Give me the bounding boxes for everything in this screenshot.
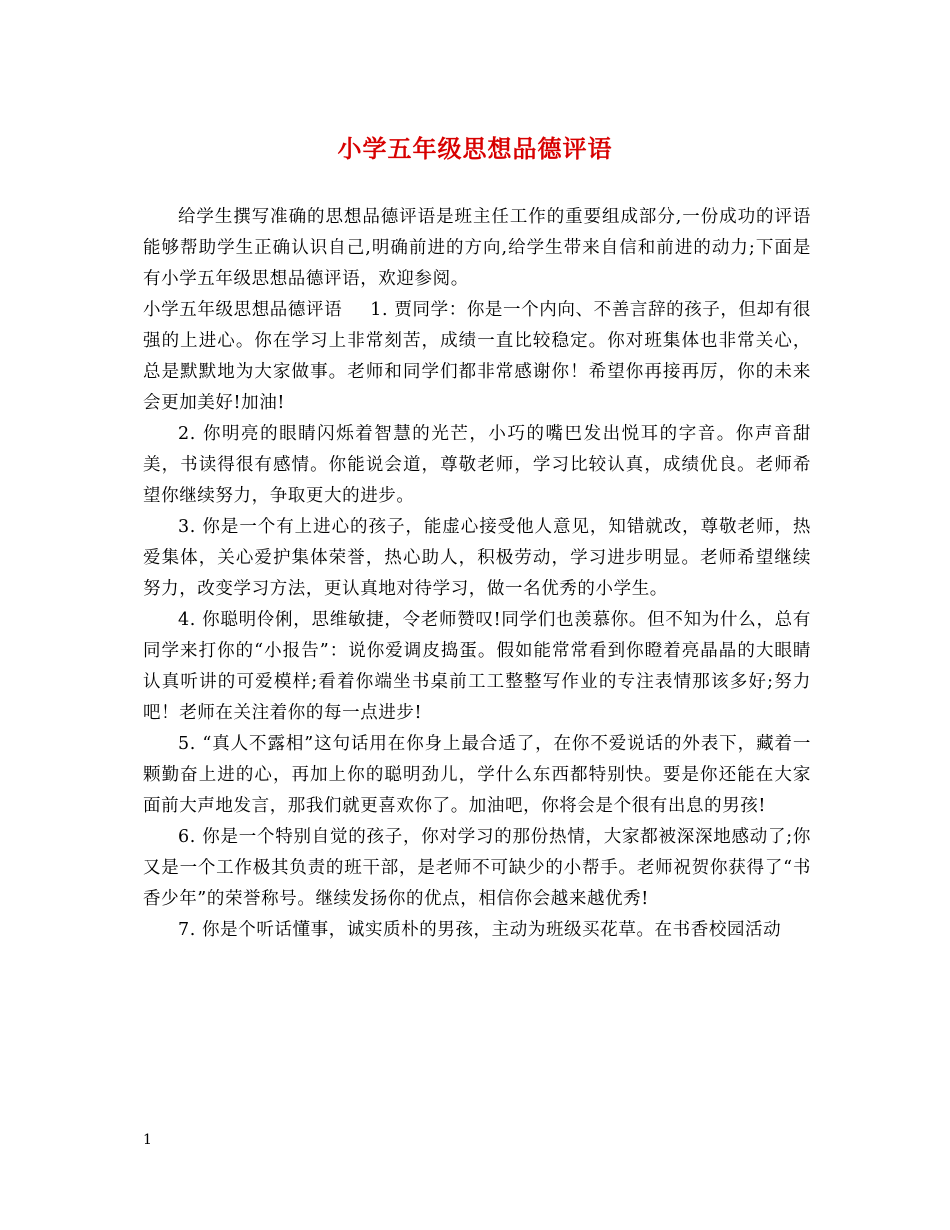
evaluation-item-5: 5. “真人不露相”这句话用在你身上最合适了，在你不爱说话的外表下，藏着一颗勤奋上进的心，再加上你的聪明劲儿，学什么东西都特别快。要是你还能在大家面前大声地发言，那我们就更喜欢你了。加油吧，你将会是个很有出息的男孩! xyxy=(143,734,811,816)
evaluation-item-2: 2. 你明亮的眼睛闪烁着智慧的光芒，小巧的嘴巴发出悦耳的字音。你声音甜美，书读得很有感情。你能说会道，尊敬老师，学习比较认真，成绩优良。老师希望你继续努力，争取更大的进步。 xyxy=(143,424,811,506)
section-label: 小学五年级思想品德评语 xyxy=(143,300,343,320)
evaluation-item-7: 7. 你是个听话懂事，诚实质朴的男孩，主动为班级买花草。在书香校园活动 xyxy=(178,920,782,940)
document-body xyxy=(143,202,811,946)
page-number: 1 xyxy=(143,1132,152,1148)
document-title: 小学五年级思想品德评语 xyxy=(337,134,613,163)
evaluation-item-1: 1. 贾同学：你是一个内向、不善言辞的孩子，但却有很强的上进心。你在学习上非常刻苦，成绩一直比较稳定。你对班集体也非常关心，总是默默地为大家做事。老师和同学们都非常感谢你！希望你再接再厉，你的未来会更加美好!加油! xyxy=(143,300,811,413)
evaluation-item-4: 4. 你聪明伶俐，思维敏捷，令老师赞叹!同学们也羡慕你。但不知为什么，总有同学来打你的“小报告”：说你爱调皮捣蛋。假如能常常看到你瞪着亮晶晶的大眼睛认真听讲的可爱模样;看着你端坐书桌前工工整整写作业的专注表情那该多好;努力吧！老师在关注着你的每一点进步! xyxy=(143,610,811,723)
evaluation-item-3: 3. 你是一个有上进心的孩子，能虚心接受他人意见，知错就改，尊敬老师，热爱集体，关心爱护集体荣誉，热心助人，积极劳动，学习进步明显。老师希望继续努力，改变学习方法，更认真地对待学习，做一名优秀的小学生。 xyxy=(143,517,811,599)
intro-paragraph: 给学生撰写准确的思想品德评语是班主任工作的重要组成部分,一份成功的评语能够帮助学生正确认识自己,明确前进的方向,给学生带来自信和前进的动力;下面是有小学五年级思想品德评语，欢迎参阅。 xyxy=(143,207,811,289)
first-item-paragraph xyxy=(143,295,811,419)
evaluation-item-6: 6. 你是一个特别自觉的孩子，你对学习的那份热情，大家都被深深地感动了;你又是一个工作极其负责的班干部，是老师不可缺少的小帮手。老师祝贺你获得了“书香少年”的荣誉称号。继续发扬你的优点，相信你会越来越优秀! xyxy=(143,827,811,909)
